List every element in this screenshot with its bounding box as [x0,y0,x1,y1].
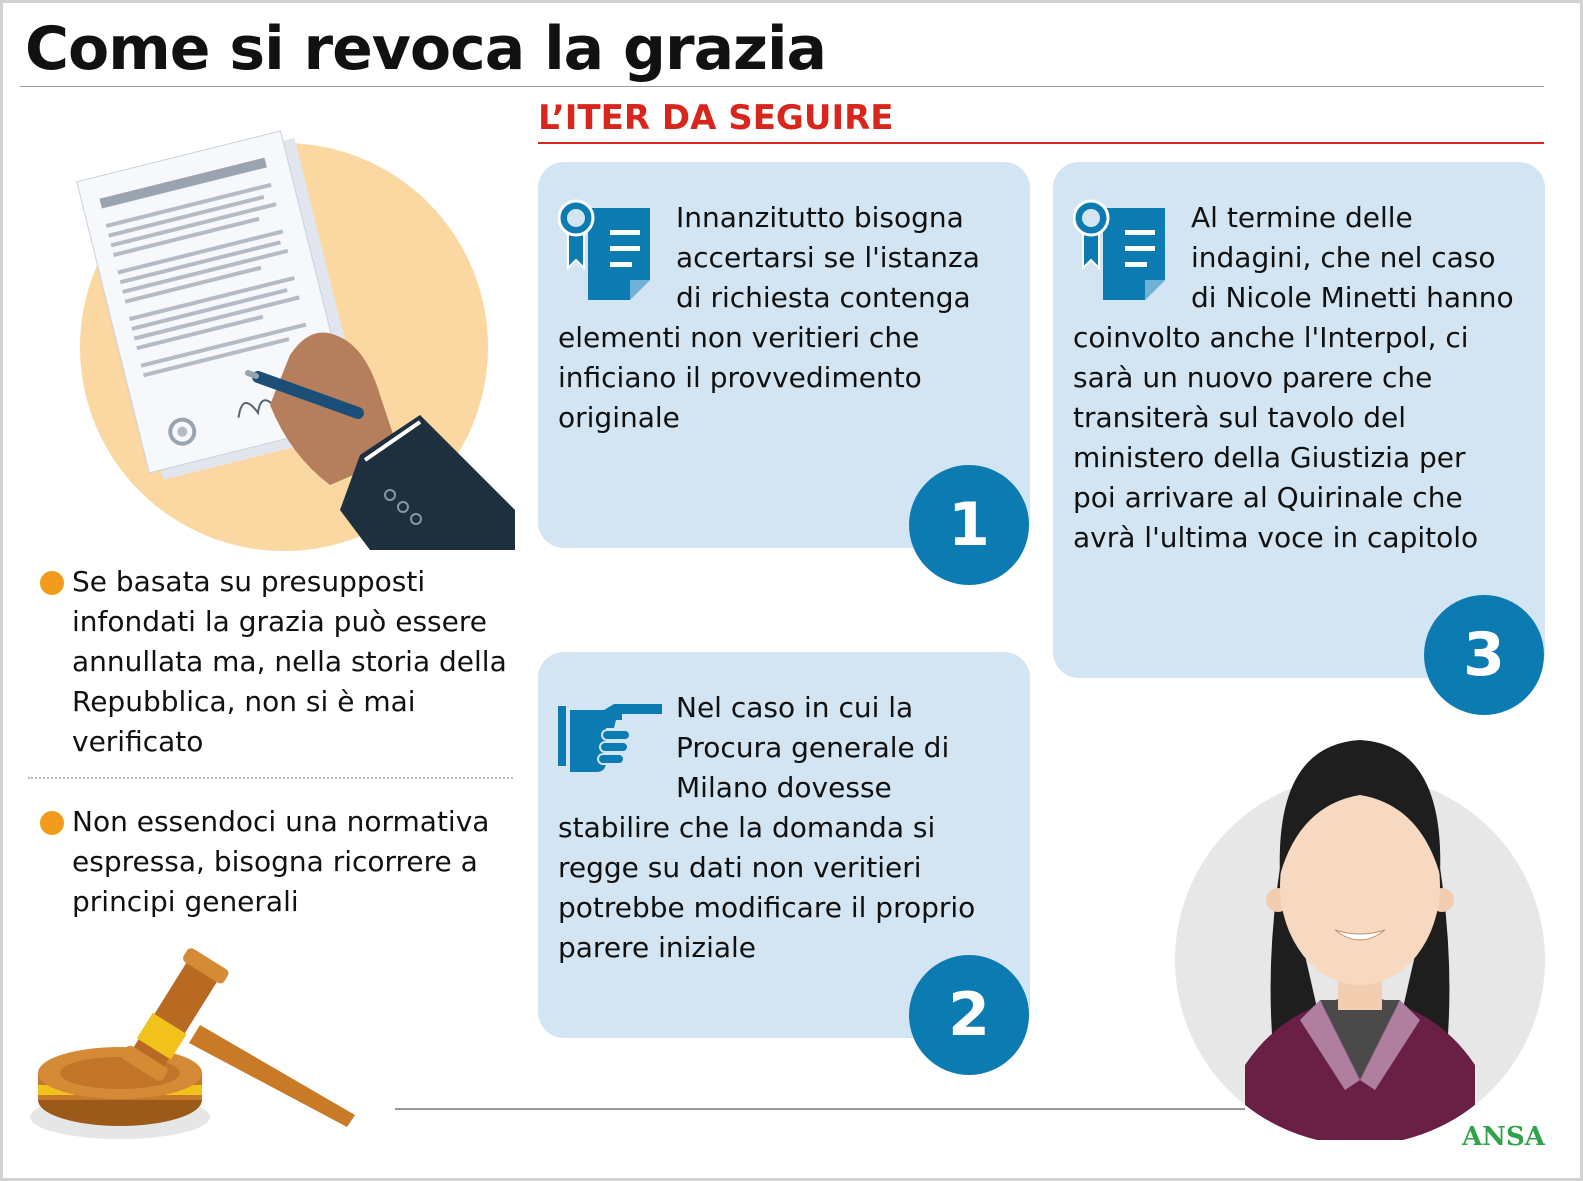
bullet-dot-icon [40,571,64,595]
step-number-badge: 1 [909,465,1029,585]
signing-document-illustration [60,115,520,555]
certificate-icon [1073,198,1177,308]
bullet-text: Se basata su presupposti infondati la grazia può essere annullata ma, nella storia della Repubblica, non si è mai verificato [72,565,507,758]
pointing-hand-icon [558,688,662,798]
step-text: Innanzitutto bisogna accertarsi se l'istanza di richiesta contenga elementi non veritieri che inficiano il provvedimento originale [558,201,980,434]
credit-logo: ANSA [1462,1122,1545,1152]
bullet-item [40,802,510,922]
certificate-icon [558,198,662,308]
step-number-badge: 2 [909,955,1029,1075]
bullet-text: Non essendoci una normativa espressa, bisogna ricorrere a principi generali [72,805,490,918]
title-divider [20,86,1544,87]
bullet-dot-icon [40,811,64,835]
subtitle-divider [538,142,1544,144]
step-text: Al termine delle indagini, che nel caso di Nicole Minetti hanno coinvolto anche l'Interpol, ci sarà un nuovo parere che transiterà sul tavolo del ministero della Giustizia per poi arrivare al Quirinale che avrà l'ultima voce in capitolo [1073,201,1514,554]
step-text: Nel caso in cui la Procura generale di Milano dovesse stabilire che la domanda si regge su dati non veritieri potrebbe modificare il proprio parere iniziale [558,691,976,964]
bullet-item [40,562,510,762]
dotted-divider [28,777,513,779]
section-subtitle: L’ITER DA SEGUIRE [538,98,894,138]
page-title: Come si revoca la grazia [25,14,827,84]
bottom-divider [395,1108,1245,1110]
woman-portrait-illustration [1170,735,1550,1140]
gavel-illustration [25,945,385,1145]
step-number-badge: 3 [1424,595,1544,715]
